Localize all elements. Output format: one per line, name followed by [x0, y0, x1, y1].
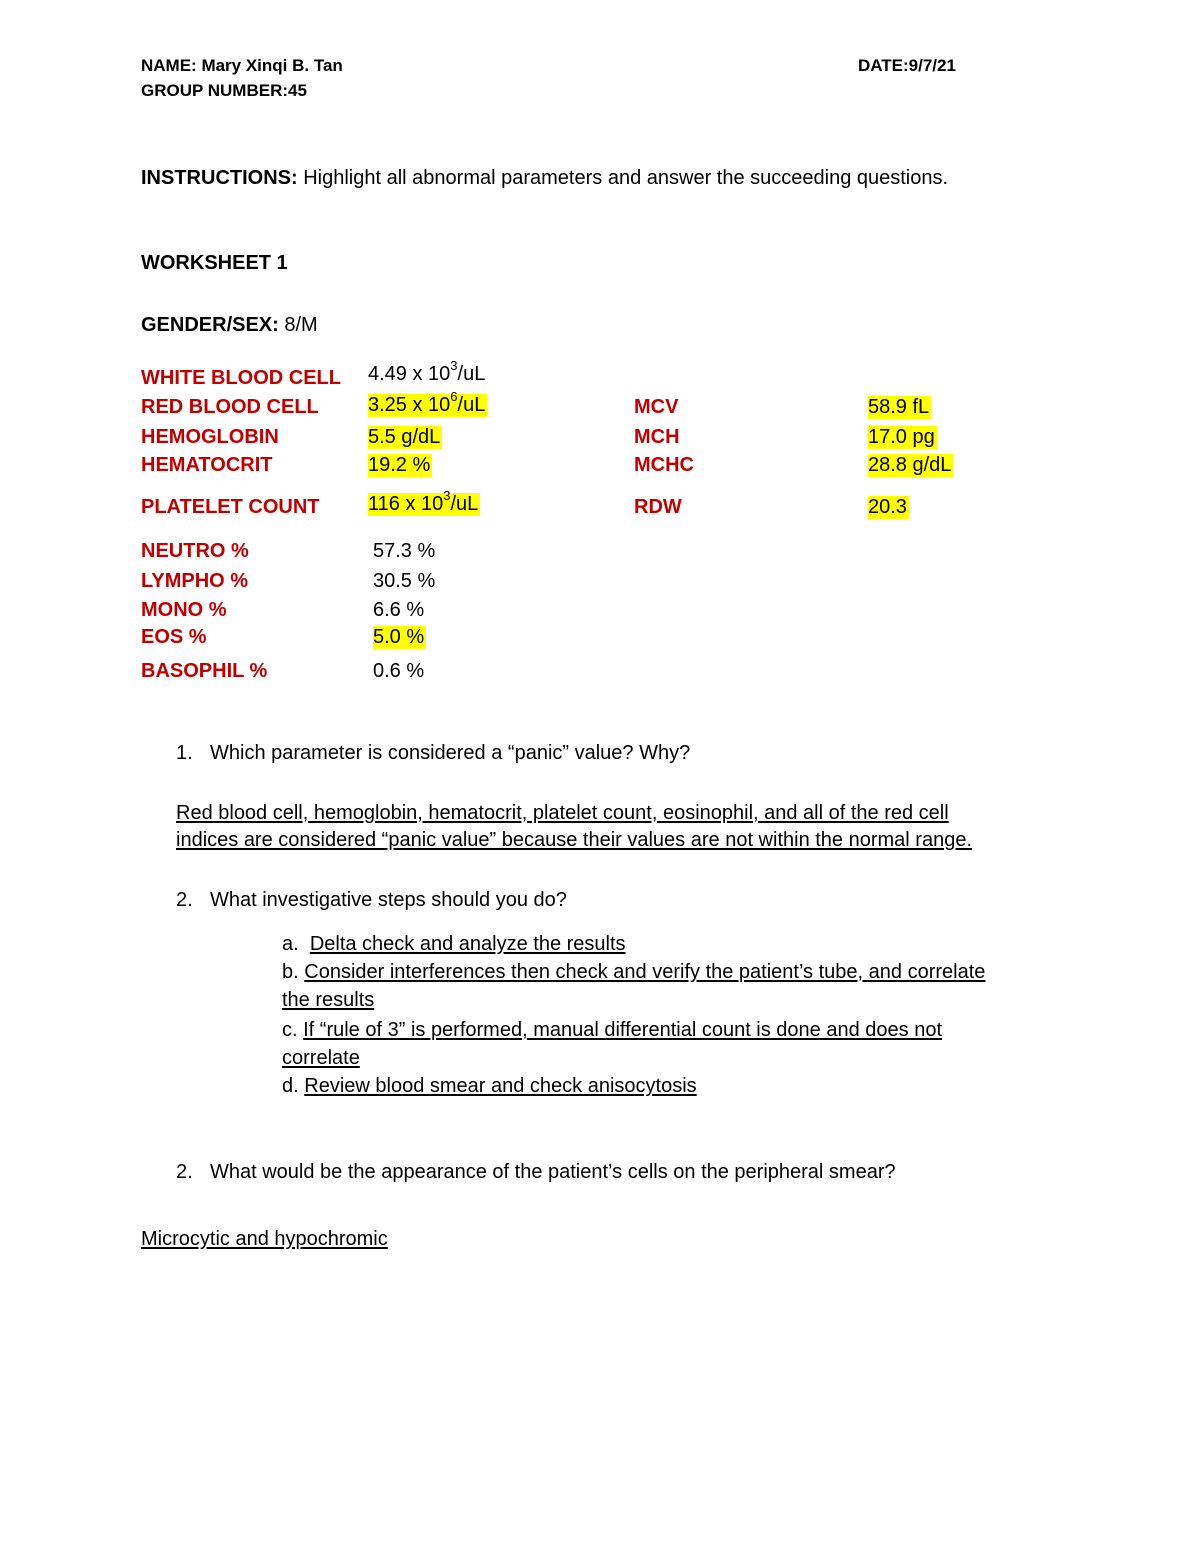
date: DATE:9/7/21 — [858, 56, 956, 75]
wbc-value-exp: 3 — [450, 358, 458, 374]
answer-3: Microcytic and hypochromic — [141, 1228, 388, 1250]
lympho-label: LYMPHO % — [141, 570, 249, 592]
hgb-highlight: 5.5 g/dL — [368, 426, 441, 448]
wbc-label: WHITE BLOOD CELL — [141, 367, 341, 389]
step-d-marker: d. — [282, 1075, 299, 1097]
eos-label: EOS % — [141, 626, 207, 648]
mch-highlight: 17.0 pg — [868, 426, 935, 448]
gender-sex — [141, 314, 318, 337]
rdw-value — [868, 496, 909, 519]
mcv-value — [868, 396, 931, 419]
mchc-value — [868, 454, 953, 477]
mch-label: MCH — [634, 426, 680, 448]
question-1-text: Which parameter is considered a “panic” value? Why? — [210, 742, 691, 764]
wbc-value-unit: /uL — [457, 363, 486, 385]
hgb-label: HEMOGLOBIN — [141, 426, 279, 448]
step-c — [282, 1019, 942, 1042]
mch-value — [868, 426, 937, 449]
question-3 — [176, 1161, 896, 1184]
plt-label: PLATELET COUNT — [141, 496, 320, 518]
rbc-value-unit: /uL — [457, 394, 486, 416]
step-b — [282, 961, 985, 984]
question-1-number: 1. — [176, 742, 193, 764]
question-2-number: 2. — [176, 889, 193, 911]
step-a-text: Delta check and analyze the results — [309, 933, 626, 955]
lympho-value: 30.5 % — [373, 570, 436, 592]
instructions — [141, 167, 948, 190]
wbc-value — [368, 358, 486, 386]
mchc-highlight: 28.8 g/dL — [868, 454, 952, 476]
rbc-value — [368, 389, 487, 417]
step-c-text-line-1: If “rule of 3” is performed, manual differential count is done and does not — [303, 1019, 943, 1041]
instructions-text: Highlight all abnormal parameters and answer the succeeding questions. — [303, 167, 949, 189]
step-b-text-line-2: the results — [282, 989, 375, 1011]
step-a — [282, 933, 626, 956]
question-1 — [176, 742, 690, 765]
rbc-label: RED BLOOD CELL — [141, 396, 319, 418]
instructions-label: INSTRUCTIONS: — [141, 167, 298, 189]
plt-value-base: 116 x 10 — [368, 493, 444, 515]
rdw-highlight: 20.3 — [868, 496, 907, 518]
neutro-value: 57.3 % — [373, 540, 436, 562]
eos-highlight: 5.0 % — [373, 626, 425, 648]
step-c-text-line-2: correlate — [282, 1047, 360, 1069]
step-b-marker: b. — [282, 961, 299, 983]
worksheet-title: WORKSHEET 1 — [141, 252, 288, 274]
step-d-text: Review blood smear and check anisocytosis — [304, 1075, 697, 1097]
question-3-text: What would be the appearance of the patient’s cells on the peripheral smear? — [210, 1161, 896, 1183]
hgb-value — [368, 426, 442, 449]
step-d — [282, 1075, 697, 1098]
neutro-label: NEUTRO % — [141, 540, 249, 562]
question-2 — [176, 889, 567, 912]
plt-value — [368, 488, 480, 516]
rdw-label: RDW — [634, 496, 682, 518]
step-c-marker: c. — [282, 1019, 298, 1041]
mcv-highlight: 58.9 fL — [868, 396, 930, 418]
rbc-highlight — [368, 389, 487, 417]
answer-1-line-1: Red blood cell, hemoglobin, hematocrit, platelet count, eosinophil, and all of the red cell — [176, 802, 949, 824]
hct-label: HEMATOCRIT — [141, 454, 273, 476]
mchc-label: MCHC — [634, 454, 694, 476]
gender-label: GENDER/SEX: — [141, 314, 279, 336]
gender-value: 8/M — [284, 314, 318, 336]
student-name: NAME: Mary Xinqi B. Tan — [141, 56, 343, 75]
question-2-text: What investigative steps should you do? — [210, 889, 567, 911]
rbc-value-exp: 6 — [450, 389, 458, 405]
plt-highlight — [368, 488, 480, 516]
mono-value: 6.6 % — [373, 599, 425, 621]
group-number: GROUP NUMBER:45 — [141, 81, 307, 100]
answer-1-line-2: indices are considered “panic value” because their values are not within the normal range. — [176, 829, 973, 851]
step-b-text-line-1: Consider interferences then check and verify the patient’s tube, and correlate — [304, 961, 986, 983]
baso-label: BASOPHIL % — [141, 660, 268, 682]
hct-value — [368, 454, 432, 477]
mcv-label: MCV — [634, 396, 679, 418]
wbc-value-base: 4.49 x 10 — [368, 363, 451, 385]
baso-value: 0.6 % — [373, 660, 425, 682]
step-a-marker: a. — [282, 933, 299, 955]
mono-label: MONO % — [141, 599, 227, 621]
plt-value-exp: 3 — [443, 488, 451, 504]
rbc-value-base: 3.25 x 10 — [368, 394, 451, 416]
plt-value-unit: /uL — [450, 493, 479, 515]
eos-value — [373, 626, 426, 649]
question-3-number: 2. — [176, 1161, 193, 1183]
hct-highlight: 19.2 % — [368, 454, 431, 476]
